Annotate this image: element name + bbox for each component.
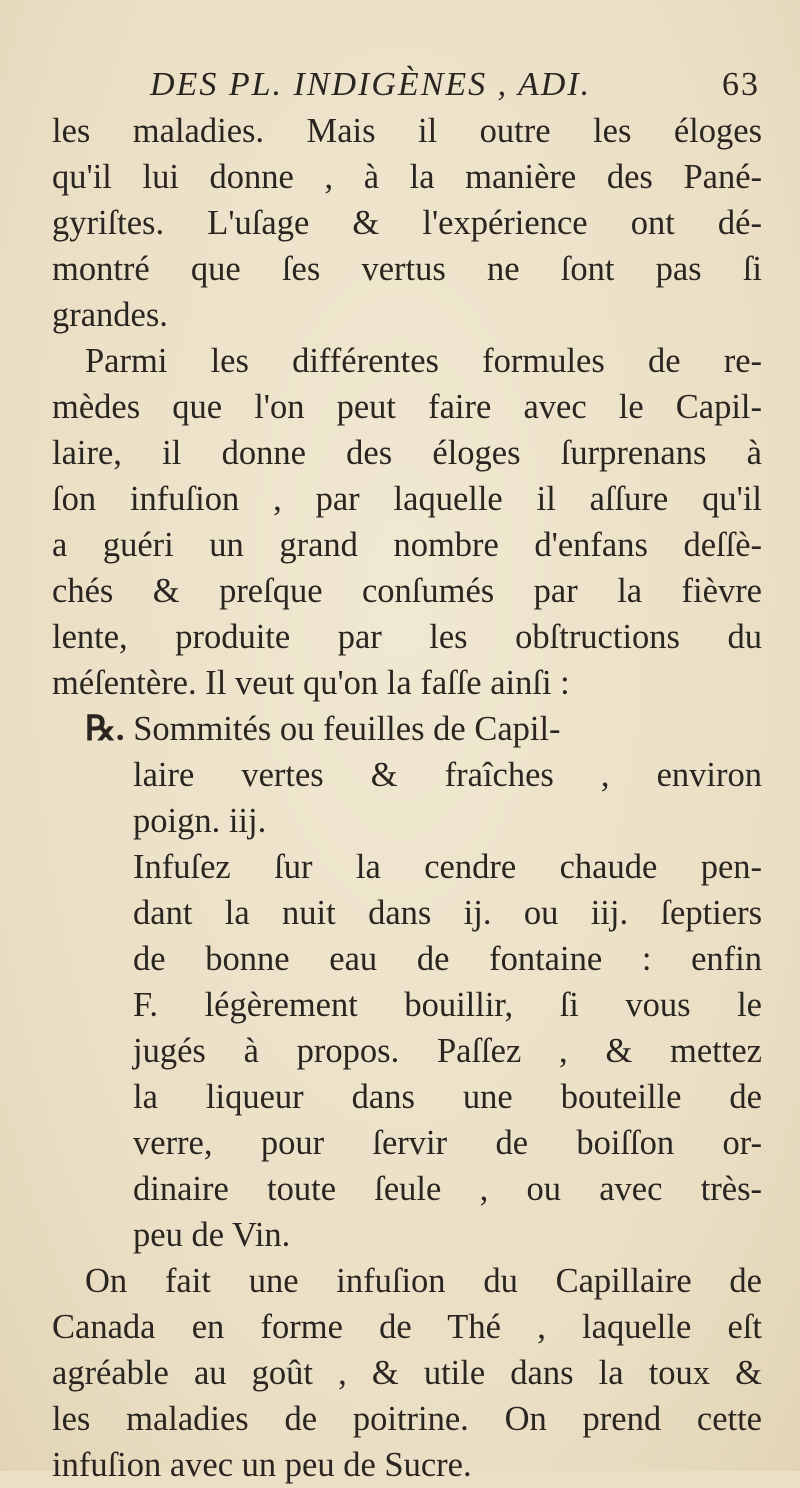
text-line: de bonne eau de fontaine : enfin [133,940,762,978]
text-line: F. légèrement bouillir, ſi vous le [133,986,762,1024]
text-line: poign. iij. [133,802,267,840]
text-line: les maladies de poitrine. On prend cette [52,1400,762,1438]
running-header [150,66,760,114]
text-line: dant la nuit dans ij. ou iij. ſeptiers [133,894,762,932]
text-line: qu'il lui donne , à la manière des Pané- [52,158,762,196]
text-line: jugés à propos. Paſſez , & mettez [133,1032,762,1070]
running-title: DES PL. INDIGÈNES , ADI. [150,66,592,103]
text-line: mèdes que l'on peut faire avec le Capil- [52,388,762,426]
text-line: laire, il donne des éloges ſurprenans à [52,434,762,472]
recipe-line [85,706,762,752]
text-line: dinaire toute ſeule , ou avec très- [133,1170,762,1208]
text-line: les maladies. Mais il outre les éloges [52,112,762,150]
text-line: ſon infuſion , par laquelle il aſſure qu'il [52,480,762,518]
text-line: peu de Vin. [133,1216,291,1254]
text-line: chés & preſque conſumés par la fièvre [52,572,762,610]
text-line: a guéri un grand nombre d'enfans deſſè- [52,526,762,564]
recipe-symbol: ℞. [85,710,125,748]
text-line: laire vertes & fraîches , environ [133,756,762,794]
text-line: agréable au goût , & utile dans la toux & [52,1354,762,1392]
text-line: Canada en forme de Thé , laquelle eſt [52,1308,762,1346]
text-line: On fait une infuſion du Capillaire de [85,1262,762,1300]
text-line: infuſion avec un peu de Sucre. [52,1446,472,1484]
text-line: Sommités ou feuilles de Capil- [133,710,561,748]
text-line: grandes. [52,296,168,334]
text-line: Parmi les différentes formules de re- [85,342,762,380]
text-line: la liqueur dans une bouteille de [133,1078,762,1116]
text-line: gyriſtes. L'uſage & l'expérience ont dé- [52,204,762,242]
text-line: lente, produite par les obſtructions du [52,618,762,656]
page-number: 63 [722,66,760,103]
text-line: méſentère. Il veut qu'on la faſſe ainſi : [52,664,570,702]
text-line: verre, pour ſervir de boiſſon or- [133,1124,762,1162]
text-line: montré que ſes vertus ne ſont pas ſi [52,250,762,288]
text-line: Infuſez ſur la cendre chaude pen- [133,848,762,886]
